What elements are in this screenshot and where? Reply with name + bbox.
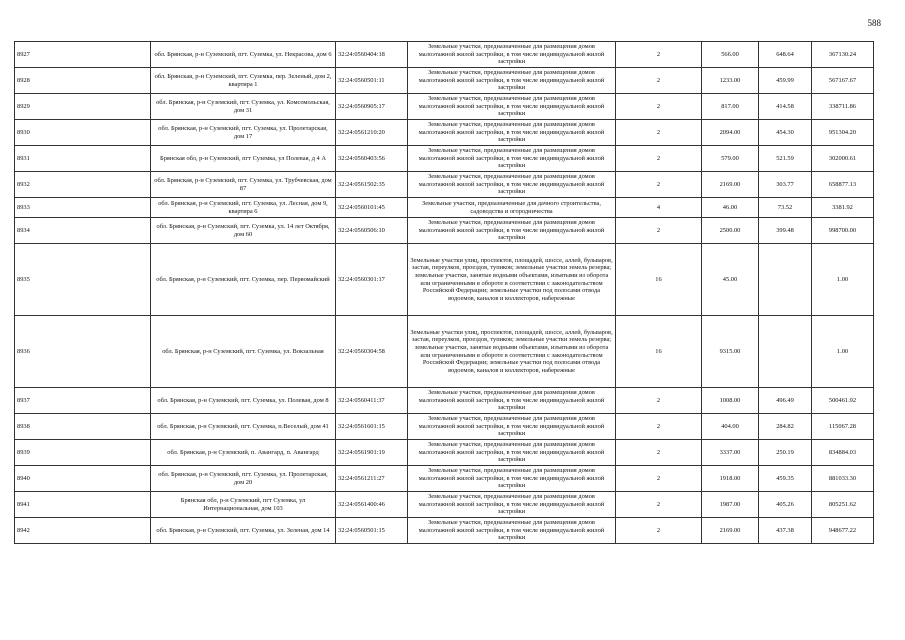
cell-cadastral-number: 32:24:0560301:17	[336, 244, 408, 316]
cell-use-code: 2	[616, 146, 702, 172]
cell-unit-value	[759, 244, 812, 316]
cell-cadastral-number: 32:24:0561601:15	[336, 414, 408, 440]
cell-cadastral-number: 32:24:0560403:56	[336, 146, 408, 172]
cell-address: обл. Брянская, р-н Суземский, п. Авангард, п. Авангард	[151, 440, 336, 466]
cell-area: 2169.00	[702, 172, 759, 198]
cell-permitted-use: Земельные участки, предназначенные для размещения домов малоэтажной жилой застройки, в том числе индивидуальной жилой застройки	[408, 414, 616, 440]
cell-use-code: 2	[616, 120, 702, 146]
cell-cadastral-number: 32:24:0561400:46	[336, 492, 408, 518]
cell-use-code: 2	[616, 518, 702, 544]
cell-permitted-use: Земельные участки, предназначенные для дачного строительства, садоводства и огородничества	[408, 198, 616, 218]
cell-cadastral-number: 32:24:0561901:19	[336, 440, 408, 466]
cell-cadastral-value: 567167.67	[812, 68, 874, 94]
cell-cadastral-number: 32:24:0560304:58	[336, 316, 408, 388]
cell-use-code: 2	[616, 440, 702, 466]
cell-permitted-use: Земельные участки, предназначенные для размещения домов малоэтажной жилой застройки, в том числе индивидуальной жилой застройки	[408, 388, 616, 414]
cell-cadastral-value: 948677.22	[812, 518, 874, 544]
cell-permitted-use: Земельные участки, предназначенные для размещения домов малоэтажной жилой застройки, в том числе индивидуальной жилой застройки	[408, 518, 616, 544]
cell-unit-value: 459.35	[759, 466, 812, 492]
table-row	[15, 518, 874, 544]
cell-permitted-use: Земельные участки, предназначенные для размещения домов малоэтажной жилой застройки, в том числе индивидуальной жилой застройки	[408, 146, 616, 172]
cell-unit-value: 303.77	[759, 172, 812, 198]
cell-use-code: 16	[616, 316, 702, 388]
table-row	[15, 414, 874, 440]
cell-permitted-use: Земельные участки, предназначенные для размещения домов малоэтажной жилой застройки, в том числе индивидуальной жилой застройки	[408, 42, 616, 68]
cell-address: обл. Брянская, р-н Суземский, пгт. Суземка, ул. Комсомольская, дом 31	[151, 94, 336, 120]
page-number: 588	[867, 18, 881, 28]
cell-unit-value: 73.52	[759, 198, 812, 218]
table-row	[15, 198, 874, 218]
cell-unit-value: 454.30	[759, 120, 812, 146]
cell-use-code: 2	[616, 466, 702, 492]
cell-address: обл. Брянская, р-н Суземский, пгт. Суземка, ул. Пролетарская, дом 20	[151, 466, 336, 492]
cell-cadastral-number: 32:24:0561502:35	[336, 172, 408, 198]
cell-unit-value: 521.59	[759, 146, 812, 172]
cell-area: 1918.00	[702, 466, 759, 492]
cell-area: 579.00	[702, 146, 759, 172]
table-row	[15, 244, 874, 316]
cell-number: 8940	[15, 466, 151, 492]
cell-area: 2094.00	[702, 120, 759, 146]
cell-unit-value: 405.26	[759, 492, 812, 518]
cell-area: 46.00	[702, 198, 759, 218]
cell-area: 3337.00	[702, 440, 759, 466]
cell-use-code: 2	[616, 68, 702, 94]
cell-address: обл. Брянская, р-н Суземский, пгт. Суземка, ул. Некрасова, дом 6	[151, 42, 336, 68]
cell-area: 1987.00	[702, 492, 759, 518]
cell-permitted-use: Земельные участки, предназначенные для размещения домов малоэтажной жилой застройки, в том числе индивидуальной жилой застройки	[408, 172, 616, 198]
cell-cadastral-number: 32:24:0560404:18	[336, 42, 408, 68]
table-row	[15, 120, 874, 146]
cell-unit-value: 414.58	[759, 94, 812, 120]
cell-cadastral-number: 32:24:0561211:27	[336, 466, 408, 492]
cell-use-code: 2	[616, 42, 702, 68]
cell-area: 45.00	[702, 244, 759, 316]
cell-cadastral-value: 3381.92	[812, 198, 874, 218]
cell-permitted-use: Земельные участки улиц, проспектов, площадей, шоссе, аллей, бульваров, застав, переулков, проездов, тупиков; земельные участки земель резерва; земельные участки, занятые водными объектами, изъятыми из оборота или ограниченными в обороте в соответствии с законодательством Российской Федерации; земельные участки под полосами отвода водоемов, каналов и коллекторов, набережные	[408, 316, 616, 388]
cell-area: 817.00	[702, 94, 759, 120]
cell-area: 2500.00	[702, 218, 759, 244]
cell-number: 8927	[15, 42, 151, 68]
cell-unit-value: 250.19	[759, 440, 812, 466]
cell-number: 8938	[15, 414, 151, 440]
cell-address: обл. Брянская, р-н Суземский, пгт. Суземка, ул. Лесная, дом 9, квартира 6	[151, 198, 336, 218]
cell-cadastral-number: 32:24:0560501:15	[336, 518, 408, 544]
cell-address: Брянская обл, р-н Суземский, пгт Суземка, ул Полевая, д 4 А	[151, 146, 336, 172]
cell-area: 566.00	[702, 42, 759, 68]
cell-permitted-use: Земельные участки, предназначенные для размещения домов малоэтажной жилой застройки, в том числе индивидуальной жилой застройки	[408, 68, 616, 94]
cell-unit-value	[759, 316, 812, 388]
cell-cadastral-number: 32:24:0560411:37	[336, 388, 408, 414]
cell-unit-value: 459.99	[759, 68, 812, 94]
table-row	[15, 172, 874, 198]
cell-address: обл. Брянская, р-н Суземский, пгт. Суземка, ул. Трубчевская, дом 87	[151, 172, 336, 198]
cell-use-code: 2	[616, 94, 702, 120]
cell-number: 8935	[15, 244, 151, 316]
cell-cadastral-value: 881033.30	[812, 466, 874, 492]
cell-use-code: 16	[616, 244, 702, 316]
cell-number: 8928	[15, 68, 151, 94]
table-row	[15, 94, 874, 120]
table-body	[15, 42, 874, 544]
cell-address: обл. Брянская, р-н Суземский, пгт. Суземка, пер. Первомайский	[151, 244, 336, 316]
cadastral-value-table	[14, 41, 874, 544]
cell-cadastral-number: 32:24:0560506:10	[336, 218, 408, 244]
cell-area: 1233.00	[702, 68, 759, 94]
cell-number: 8939	[15, 440, 151, 466]
cell-number: 8937	[15, 388, 151, 414]
cell-cadastral-value: 115067.28	[812, 414, 874, 440]
table-row	[15, 42, 874, 68]
cell-address: обл. Брянская, р-н Суземский, пгт. Суземка, ул. Пролетарская, дом 17	[151, 120, 336, 146]
cell-number: 8933	[15, 198, 151, 218]
cell-area: 9315.00	[702, 316, 759, 388]
cell-cadastral-value: 1.00	[812, 244, 874, 316]
cell-unit-value: 437.38	[759, 518, 812, 544]
cell-cadastral-value: 500461.92	[812, 388, 874, 414]
cell-permitted-use: Земельные участки, предназначенные для размещения домов малоэтажной жилой застройки, в том числе индивидуальной жилой застройки	[408, 492, 616, 518]
cell-cadastral-value: 367130.24	[812, 42, 874, 68]
cell-permitted-use: Земельные участки, предназначенные для размещения домов малоэтажной жилой застройки, в том числе индивидуальной жилой застройки	[408, 440, 616, 466]
cell-area: 2169.00	[702, 518, 759, 544]
cell-use-code: 2	[616, 172, 702, 198]
cell-address: обл. Брянская, р-н Суземский, пгт. Суземка, ул. Полевая, дом 8	[151, 388, 336, 414]
cell-number: 8941	[15, 492, 151, 518]
cell-cadastral-number: 32:24:0560905:17	[336, 94, 408, 120]
cell-use-code: 2	[616, 388, 702, 414]
table-row	[15, 492, 874, 518]
cell-number: 8930	[15, 120, 151, 146]
cell-permitted-use: Земельные участки улиц, проспектов, площадей, шоссе, аллей, бульваров, застав, переулков, проездов, тупиков; земельные участки земель резерва; земельные участки, занятые водными объектами, изъятыми из оборота или ограниченными в обороте в соответствии с законодательством Российской Федерации; земельные участки под полосами отвода водоемов, каналов и коллекторов, набережные	[408, 244, 616, 316]
cell-cadastral-value: 338711.86	[812, 94, 874, 120]
cell-cadastral-value: 951304.20	[812, 120, 874, 146]
cell-permitted-use: Земельные участки, предназначенные для размещения домов малоэтажной жилой застройки, в том числе индивидуальной жилой застройки	[408, 94, 616, 120]
cell-use-code: 2	[616, 218, 702, 244]
table-row	[15, 440, 874, 466]
cell-address: Брянская обл, р-н Суземский, пгт Суземка, ул Интернациональная, дом 103	[151, 492, 336, 518]
table-row	[15, 316, 874, 388]
cell-address: обл. Брянская, р-н Суземский, пгт. Суземка, пер. Зеленый, дом 2, квартира 1	[151, 68, 336, 94]
cell-cadastral-number: 32:24:0560101:45	[336, 198, 408, 218]
cell-number: 8931	[15, 146, 151, 172]
cell-address: обл. Брянская, р-н Суземский, пгт. Суземка, ул. Вокзальная	[151, 316, 336, 388]
table-row	[15, 218, 874, 244]
cell-unit-value: 399.48	[759, 218, 812, 244]
cell-cadastral-value: 658877.13	[812, 172, 874, 198]
cell-area: 1008.00	[702, 388, 759, 414]
cell-address: обл. Брянская, р-н Суземский, пгт. Суземка, п.Веселый, дом 41	[151, 414, 336, 440]
cell-use-code: 4	[616, 198, 702, 218]
table-row	[15, 146, 874, 172]
cell-cadastral-value: 834884.03	[812, 440, 874, 466]
cell-cadastral-value: 998700.00	[812, 218, 874, 244]
cell-permitted-use: Земельные участки, предназначенные для размещения домов малоэтажной жилой застройки, в том числе индивидуальной жилой застройки	[408, 120, 616, 146]
cell-address: обл. Брянская, р-н Суземский, пгт. Суземка, ул. Зеленая, дом 14	[151, 518, 336, 544]
cell-permitted-use: Земельные участки, предназначенные для размещения домов малоэтажной жилой застройки, в том числе индивидуальной жилой застройки	[408, 218, 616, 244]
cell-cadastral-number: 32:24:0561210:20	[336, 120, 408, 146]
cell-number: 8936	[15, 316, 151, 388]
table-row	[15, 388, 874, 414]
cell-number: 8932	[15, 172, 151, 198]
cell-area: 404.00	[702, 414, 759, 440]
cell-permitted-use: Земельные участки, предназначенные для размещения домов малоэтажной жилой застройки, в том числе индивидуальной жилой застройки	[408, 466, 616, 492]
cell-use-code: 2	[616, 414, 702, 440]
cell-unit-value: 496.49	[759, 388, 812, 414]
cell-cadastral-value: 805251.62	[812, 492, 874, 518]
cell-use-code: 2	[616, 492, 702, 518]
cell-cadastral-value: 302000.61	[812, 146, 874, 172]
table-row	[15, 466, 874, 492]
cell-number: 8942	[15, 518, 151, 544]
cell-unit-value: 284.82	[759, 414, 812, 440]
table-row	[15, 68, 874, 94]
cell-number: 8929	[15, 94, 151, 120]
cell-address: обл. Брянская, р-н Суземский, пгт. Суземка, ул. 14 лет Октября, дом 60	[151, 218, 336, 244]
cell-unit-value: 648.64	[759, 42, 812, 68]
cell-cadastral-value: 1.00	[812, 316, 874, 388]
cell-cadastral-number: 32:24:0560501:11	[336, 68, 408, 94]
cell-number: 8934	[15, 218, 151, 244]
